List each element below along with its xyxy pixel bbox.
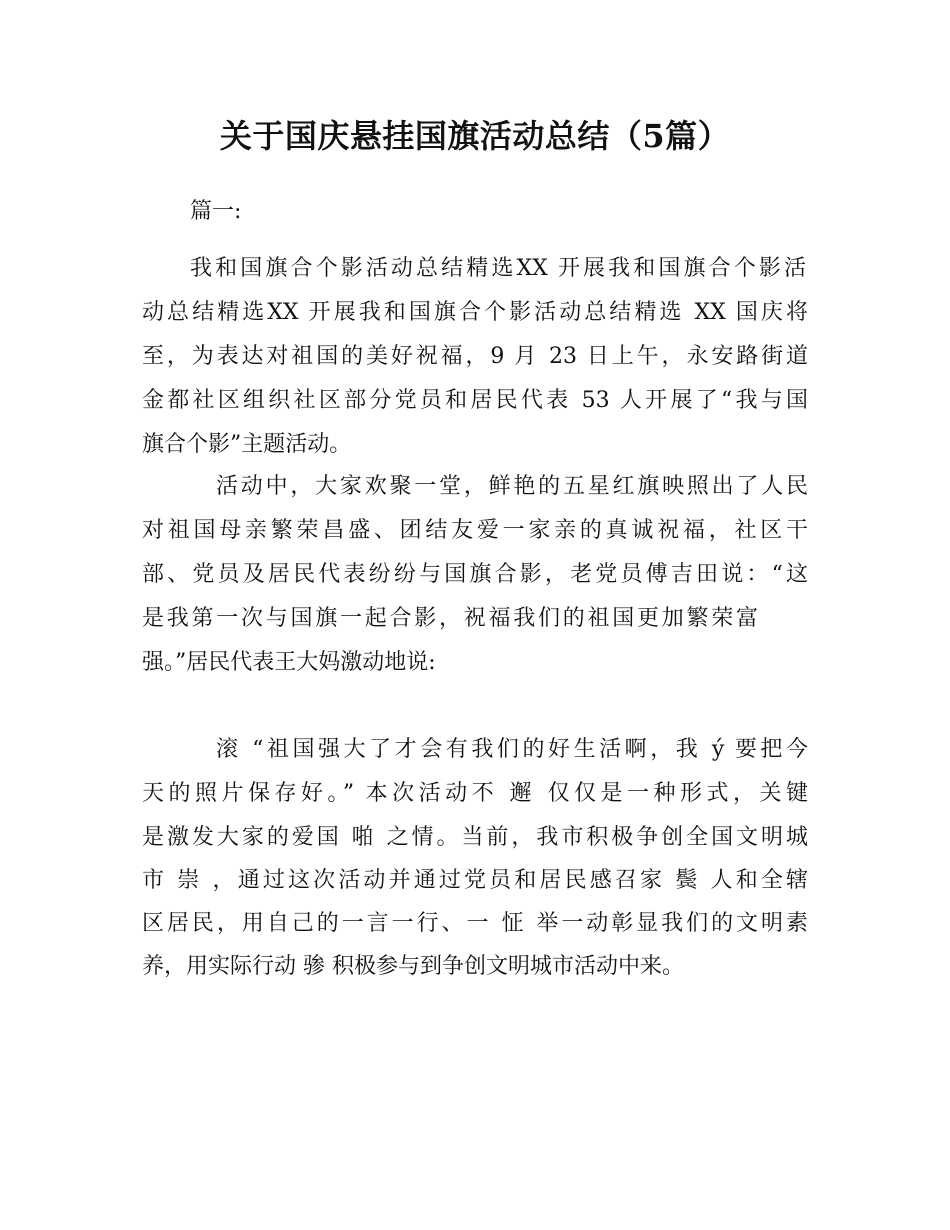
paragraph-2-line-4: 是我第一次与国旗一起合影，祝福我们的祖国更加繁荣富 — [142, 606, 758, 631]
paragraph-1-line-3: 至，为表达对祖国的美好祝福，9 月 23 日上午，永安路街道 — [142, 344, 808, 369]
paragraph-3-line-4: 市 崇 ，通过这次活动并通过党员和居民感召家 鬓 人和全辖 — [142, 868, 808, 893]
paragraph-2-line-1: 活动中，大家欢聚一堂，鲜艳的五星红旗映照出了人民 — [216, 474, 808, 499]
paragraph-3-line-2: 天的照片保存好。” 本次活动不 邂 仅仅是一种形式，关键 — [142, 781, 808, 806]
paragraph-2-line-2: 对祖国母亲繁荣昌盛、团结友爱一家亲的真诚祝福，社区干 — [142, 518, 808, 543]
paragraph-3-line-6: 养，用实际行动 骖 积极参与到争创文明城市活动中来。 — [142, 954, 684, 979]
paragraph-3-line-3: 是激发大家的爱国 啪 之情。当前，我市积极争创全国文明城 — [142, 825, 808, 850]
paragraph-1-line-2: 动总结精选XX 开展我和国旗合个影活动总结精选 XX 国庆将 — [142, 300, 808, 325]
section-heading: 篇一: — [190, 199, 242, 224]
paragraph-1-line-4: 金都社区组织社区部分党员和居民代表 53 人开展了“我与国 — [142, 388, 808, 413]
paragraph-1-line-5: 旗合个影”主题活动。 — [142, 432, 352, 457]
paragraph-3-line-5: 区居民，用自己的一言一行、一 怔 举一动彰显我们的文明素 — [142, 911, 808, 936]
paragraph-3-line-1: 滚 “祖国强大了才会有我们的好生活啊，我 ý 要把今 — [216, 737, 808, 762]
paragraph-2-line-3: 部、党员及居民代表纷纷与国旗合影，老党员傅吉田说：“这 — [142, 562, 808, 587]
paragraph-2-line-5: 强。”居民代表王大妈激动地说: — [142, 650, 436, 675]
document-title: 关于国庆悬挂国旗活动总结（5篇） — [219, 117, 731, 155]
paragraph-1-line-1: 我和国旗合个影活动总结精选XX 开展我和国旗合个影活 — [190, 256, 806, 281]
